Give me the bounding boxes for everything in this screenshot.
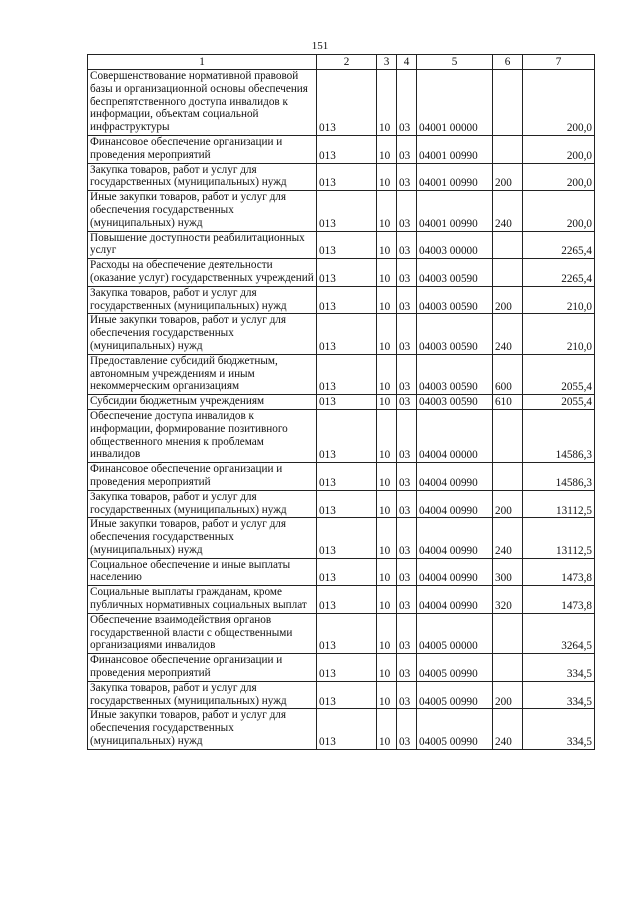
target-article-cell: 04003 00000 [417, 231, 493, 259]
table-row [88, 259, 595, 287]
amount-cell: 2055,4 [523, 354, 595, 394]
expense-type-cell [493, 409, 523, 462]
expense-type-cell: 200 [493, 681, 523, 709]
expense-type-cell: 240 [493, 709, 523, 749]
column-header: 7 [523, 55, 595, 70]
amount-cell: 14586,3 [523, 463, 595, 491]
section-code-cell: 10 [377, 163, 397, 191]
subsection-code-cell: 03 [397, 681, 417, 709]
name-cell: Совершенствование нормативной правовой базы и организационной основы обеспечения беспрепятственного доступа инвалидов к информации, объектам социальной инфраструктуры [88, 70, 317, 136]
subsection-code-cell: 03 [397, 558, 417, 586]
column-header-row [88, 55, 595, 70]
ministry-code-cell: 013 [317, 709, 377, 749]
subsection-code-cell: 03 [397, 231, 417, 259]
expense-type-cell [493, 463, 523, 491]
expense-type-cell [493, 613, 523, 653]
column-header: 3 [377, 55, 397, 70]
target-article-cell: 04004 00990 [417, 558, 493, 586]
amount-cell: 14586,3 [523, 409, 595, 462]
target-article-cell: 04001 00990 [417, 191, 493, 231]
subsection-code-cell: 03 [397, 259, 417, 287]
ministry-code-cell: 013 [317, 354, 377, 394]
expense-type-cell [493, 259, 523, 287]
table-row [88, 409, 595, 462]
expense-type-cell: 200 [493, 163, 523, 191]
name-cell: Обеспечение взаимодействия органов государственной власти с общественными организациями инвалидов [88, 613, 317, 653]
amount-cell: 200,0 [523, 191, 595, 231]
amount-cell: 13112,5 [523, 518, 595, 558]
section-code-cell: 10 [377, 681, 397, 709]
target-article-cell: 04005 00990 [417, 709, 493, 749]
table-row [88, 395, 595, 410]
subsection-code-cell: 03 [397, 314, 417, 354]
ministry-code-cell: 013 [317, 586, 377, 614]
table-row [88, 463, 595, 491]
ministry-code-cell: 013 [317, 558, 377, 586]
section-code-cell: 10 [377, 395, 397, 410]
name-cell: Иные закупки товаров, работ и услуг для обеспечения государственных (муниципальных) нужд [88, 709, 317, 749]
table-row [88, 135, 595, 163]
subsection-code-cell: 03 [397, 709, 417, 749]
table-row [88, 613, 595, 653]
column-header: 4 [397, 55, 417, 70]
amount-cell: 13112,5 [523, 490, 595, 518]
subsection-code-cell: 03 [397, 613, 417, 653]
section-code-cell: 10 [377, 463, 397, 491]
target-article-cell: 04001 00990 [417, 135, 493, 163]
amount-cell: 334,5 [523, 681, 595, 709]
target-article-cell: 04005 00990 [417, 681, 493, 709]
section-code-cell: 10 [377, 314, 397, 354]
amount-cell: 334,5 [523, 709, 595, 749]
section-code-cell: 10 [377, 586, 397, 614]
section-code-cell: 10 [377, 518, 397, 558]
ministry-code-cell: 013 [317, 314, 377, 354]
amount-cell: 200,0 [523, 70, 595, 136]
amount-cell: 210,0 [523, 286, 595, 314]
ministry-code-cell: 013 [317, 395, 377, 410]
subsection-code-cell: 03 [397, 163, 417, 191]
ministry-code-cell: 013 [317, 135, 377, 163]
expense-type-cell: 300 [493, 558, 523, 586]
name-cell: Иные закупки товаров, работ и услуг для обеспечения государственных (муниципальных) нужд [88, 191, 317, 231]
name-cell: Предоставление субсидий бюджетным, автономным учреждениям и иным некоммерческим организациям [88, 354, 317, 394]
table-row [88, 191, 595, 231]
table-row [88, 231, 595, 259]
name-cell: Финансовое обеспечение организации и проведения мероприятий [88, 135, 317, 163]
target-article-cell: 04003 00590 [417, 354, 493, 394]
ministry-code-cell: 013 [317, 409, 377, 462]
expense-type-cell: 600 [493, 354, 523, 394]
name-cell: Расходы на обеспечение деятельности (оказание услуг) государственных учреждений [88, 259, 317, 287]
ministry-code-cell: 013 [317, 613, 377, 653]
subsection-code-cell: 03 [397, 191, 417, 231]
name-cell: Социальное обеспечение и иные выплаты населению [88, 558, 317, 586]
name-cell: Закупка товаров, работ и услуг для государственных (муниципальных) нужд [88, 163, 317, 191]
expense-type-cell: 200 [493, 286, 523, 314]
expense-type-cell [493, 135, 523, 163]
target-article-cell: 04003 00590 [417, 395, 493, 410]
expense-type-cell: 320 [493, 586, 523, 614]
name-cell: Социальные выплаты гражданам, кроме публичных нормативных социальных выплат [88, 586, 317, 614]
section-code-cell: 10 [377, 135, 397, 163]
expense-type-cell [493, 70, 523, 136]
amount-cell: 200,0 [523, 135, 595, 163]
name-cell: Обеспечение доступа инвалидов к информации, формирование позитивного общественного мнения к проблемам инвалидов [88, 409, 317, 462]
ministry-code-cell: 013 [317, 490, 377, 518]
target-article-cell: 04004 00990 [417, 586, 493, 614]
subsection-code-cell: 03 [397, 463, 417, 491]
amount-cell: 334,5 [523, 654, 595, 682]
subsection-code-cell: 03 [397, 70, 417, 136]
target-article-cell: 04005 00990 [417, 654, 493, 682]
table-row [88, 70, 595, 136]
column-header: 5 [417, 55, 493, 70]
name-cell: Финансовое обеспечение организации и проведения мероприятий [88, 654, 317, 682]
ministry-code-cell: 013 [317, 286, 377, 314]
subsection-code-cell: 03 [397, 490, 417, 518]
name-cell: Субсидии бюджетным учреждениям [88, 395, 317, 410]
subsection-code-cell: 03 [397, 654, 417, 682]
table-row [88, 558, 595, 586]
section-code-cell: 10 [377, 654, 397, 682]
table-row [88, 314, 595, 354]
page-number: 151 [311, 40, 329, 52]
expense-type-cell [493, 231, 523, 259]
amount-cell: 2265,4 [523, 231, 595, 259]
ministry-code-cell: 013 [317, 259, 377, 287]
ministry-code-cell: 013 [317, 681, 377, 709]
target-article-cell: 04001 00990 [417, 163, 493, 191]
ministry-code-cell: 013 [317, 654, 377, 682]
section-code-cell: 10 [377, 558, 397, 586]
name-cell: Закупка товаров, работ и услуг для государственных (муниципальных) нужд [88, 490, 317, 518]
expense-type-cell: 200 [493, 490, 523, 518]
amount-cell: 210,0 [523, 314, 595, 354]
name-cell: Иные закупки товаров, работ и услуг для обеспечения государственных (муниципальных) нужд [88, 314, 317, 354]
target-article-cell: 04004 00990 [417, 463, 493, 491]
expense-type-cell: 610 [493, 395, 523, 410]
target-article-cell: 04001 00000 [417, 70, 493, 136]
section-code-cell: 10 [377, 409, 397, 462]
amount-cell: 2055,4 [523, 395, 595, 410]
budget-table [87, 54, 595, 750]
table-row [88, 163, 595, 191]
ministry-code-cell: 013 [317, 518, 377, 558]
target-article-cell: 04004 00000 [417, 409, 493, 462]
name-cell: Закупка товаров, работ и услуг для государственных (муниципальных) нужд [88, 286, 317, 314]
section-code-cell: 10 [377, 354, 397, 394]
section-code-cell: 10 [377, 709, 397, 749]
column-header: 6 [493, 55, 523, 70]
ministry-code-cell: 013 [317, 463, 377, 491]
subsection-code-cell: 03 [397, 518, 417, 558]
table-row [88, 286, 595, 314]
expense-type-cell: 240 [493, 191, 523, 231]
ministry-code-cell: 013 [317, 191, 377, 231]
expense-type-cell: 240 [493, 518, 523, 558]
target-article-cell: 04004 00990 [417, 490, 493, 518]
subsection-code-cell: 03 [397, 586, 417, 614]
amount-cell: 3264,5 [523, 613, 595, 653]
target-article-cell: 04003 00590 [417, 314, 493, 354]
section-code-cell: 10 [377, 191, 397, 231]
target-article-cell: 04004 00990 [417, 518, 493, 558]
expense-type-cell: 240 [493, 314, 523, 354]
name-cell: Иные закупки товаров, работ и услуг для обеспечения государственных (муниципальных) нужд [88, 518, 317, 558]
subsection-code-cell: 03 [397, 409, 417, 462]
amount-cell: 200,0 [523, 163, 595, 191]
table-row [88, 518, 595, 558]
name-cell: Закупка товаров, работ и услуг для государственных (муниципальных) нужд [88, 681, 317, 709]
amount-cell: 1473,8 [523, 558, 595, 586]
table-row [88, 490, 595, 518]
section-code-cell: 10 [377, 231, 397, 259]
section-code-cell: 10 [377, 286, 397, 314]
expense-type-cell [493, 654, 523, 682]
name-cell: Финансовое обеспечение организации и проведения мероприятий [88, 463, 317, 491]
table-row [88, 586, 595, 614]
subsection-code-cell: 03 [397, 135, 417, 163]
table-body [88, 55, 595, 750]
section-code-cell: 10 [377, 490, 397, 518]
section-code-cell: 10 [377, 259, 397, 287]
subsection-code-cell: 03 [397, 354, 417, 394]
amount-cell: 2265,4 [523, 259, 595, 287]
name-cell: Повышение доступности реабилитационных услуг [88, 231, 317, 259]
amount-cell: 1473,8 [523, 586, 595, 614]
section-code-cell: 10 [377, 613, 397, 653]
target-article-cell: 04005 00000 [417, 613, 493, 653]
ministry-code-cell: 013 [317, 70, 377, 136]
column-header: 1 [88, 55, 317, 70]
subsection-code-cell: 03 [397, 395, 417, 410]
target-article-cell: 04003 00590 [417, 259, 493, 287]
section-code-cell: 10 [377, 70, 397, 136]
ministry-code-cell: 013 [317, 163, 377, 191]
column-header: 2 [317, 55, 377, 70]
table-row [88, 654, 595, 682]
subsection-code-cell: 03 [397, 286, 417, 314]
table-row [88, 709, 595, 749]
target-article-cell: 04003 00590 [417, 286, 493, 314]
table-row [88, 681, 595, 709]
ministry-code-cell: 013 [317, 231, 377, 259]
table-row [88, 354, 595, 394]
